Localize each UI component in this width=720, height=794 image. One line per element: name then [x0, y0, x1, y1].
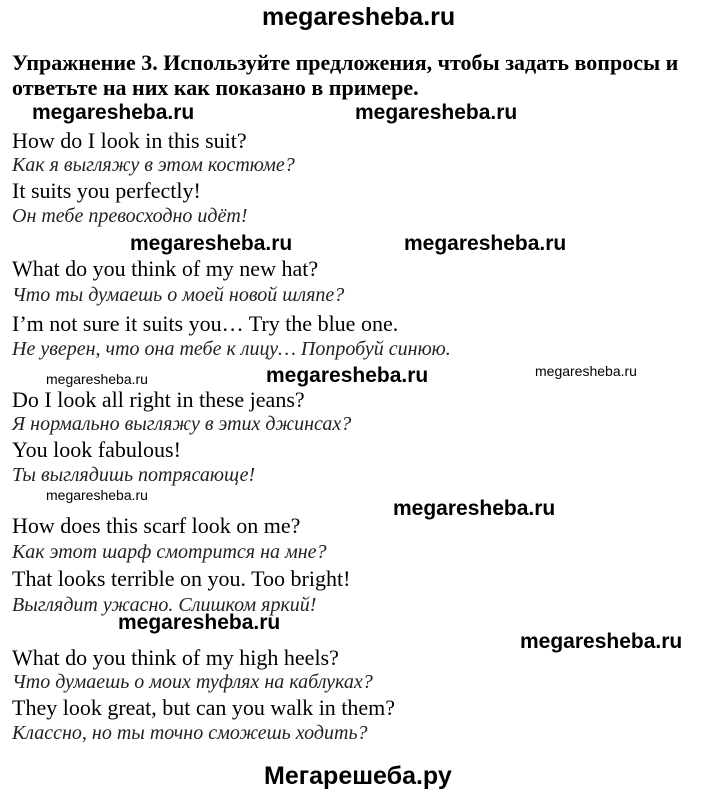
english-line: Do I look all right in these jeans?	[12, 387, 305, 412]
watermark: megaresheba.ru	[130, 232, 293, 255]
russian-line: Классно, но ты точно сможешь ходить?	[12, 722, 368, 744]
english-line: What do you think of my new hat?	[12, 256, 319, 281]
english-line: You look fabulous!	[12, 437, 181, 462]
english-line: How do I look in this suit?	[12, 128, 247, 153]
english-line: It suits you perfectly!	[12, 178, 201, 203]
russian-line: Он тебе превосходно идёт!	[12, 205, 248, 227]
site-watermark-top: megaresheba.ru	[262, 3, 456, 31]
russian-line: Что думаешь о моих туфлях на каблуках?	[12, 671, 373, 693]
russian-line: Ты выглядишь потрясающе!	[12, 464, 256, 486]
watermark: megaresheba.ru	[46, 487, 148, 503]
russian-line: Как этот шарф смотрится на мне?	[12, 541, 327, 563]
english-line: What do you think of my high heels?	[12, 645, 339, 670]
watermark: megaresheba.ru	[266, 364, 429, 387]
english-line: That looks terrible on you. Too bright!	[12, 566, 351, 591]
watermark: megaresheba.ru	[355, 101, 518, 124]
exercise-heading: Упражнение 3. Используйте предложения, чтобы задать вопросы и ответьте на них как показано в примере.	[12, 50, 679, 100]
site-watermark-bottom: Мегарешеба.ру	[264, 762, 452, 790]
english-line: They look great, but can you walk in them?	[12, 695, 396, 720]
watermark: megaresheba.ru	[535, 363, 637, 379]
russian-line: Как я выгляжу в этом костюме?	[12, 154, 295, 176]
watermark: megaresheba.ru	[46, 371, 148, 387]
russian-line: Что ты думаешь о моей новой шляпе?	[12, 284, 345, 306]
english-line: I’m not sure it suits you… Try the blue one.	[12, 311, 399, 336]
watermark: megaresheba.ru	[393, 497, 556, 520]
russian-line: Я нормально выгляжу в этих джинсах?	[12, 413, 352, 435]
english-line: How does this scarf look on me?	[12, 513, 301, 538]
watermark: megaresheba.ru	[118, 611, 281, 634]
watermark: megaresheba.ru	[404, 232, 567, 255]
russian-line: Не уверен, что она тебе к лицу… Попробуй синюю.	[12, 338, 451, 360]
watermark: megaresheba.ru	[520, 630, 683, 653]
russian-line: Выглядит ужасно. Слишком яркий!	[12, 594, 317, 616]
watermark: megaresheba.ru	[32, 101, 195, 124]
